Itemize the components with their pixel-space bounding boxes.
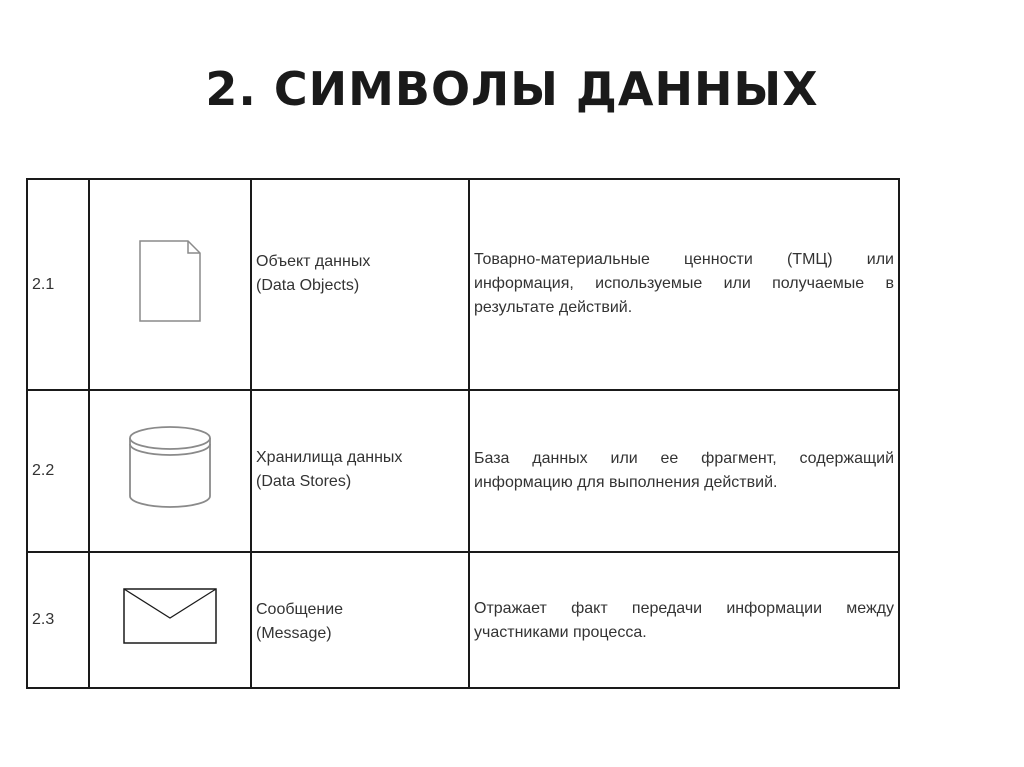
table-row: [27, 179, 899, 390]
row-number: 2.2: [27, 390, 89, 552]
symbol-name: [251, 179, 469, 390]
description-text: Отражает факт передачи информации между участниками процесса.: [474, 600, 894, 641]
page-title: 2. СИМВОЛЫ ДАННЫХ: [205, 62, 819, 116]
description-text: Товарно-материальные ценности (ТМЦ) или информация, используемые или получаемые в результате действий.: [474, 251, 894, 316]
symbols-table: [26, 178, 900, 689]
symbol-name: [251, 552, 469, 688]
table-row: [27, 552, 899, 688]
symbol-description: [469, 179, 899, 390]
cylinder-icon: [128, 425, 212, 509]
symbol-description: [469, 552, 899, 688]
description-text: База данных или ее фрагмент, содержащий информацию для выполнения действий.: [474, 450, 894, 491]
symbol-name-en: (Message): [256, 625, 332, 642]
icon-cell: [89, 552, 251, 688]
symbol-name-ru: Хранилища данных: [256, 449, 403, 466]
table-row: [27, 390, 899, 552]
symbol-name-ru: Объект данных: [256, 252, 371, 270]
row-number: 2.3: [27, 552, 89, 688]
symbol-name-en: (Data Objects): [256, 276, 360, 294]
symbol-name: [251, 390, 469, 552]
icon-cell: [89, 179, 251, 390]
document-icon: [138, 239, 202, 323]
row-number: 2.1: [27, 179, 89, 390]
envelope-icon: [123, 588, 217, 644]
symbol-name-ru: Сообщение: [256, 601, 344, 618]
icon-cell: [89, 390, 251, 552]
symbol-description: [469, 390, 899, 552]
symbol-name-en: (Data Stores): [256, 473, 352, 490]
